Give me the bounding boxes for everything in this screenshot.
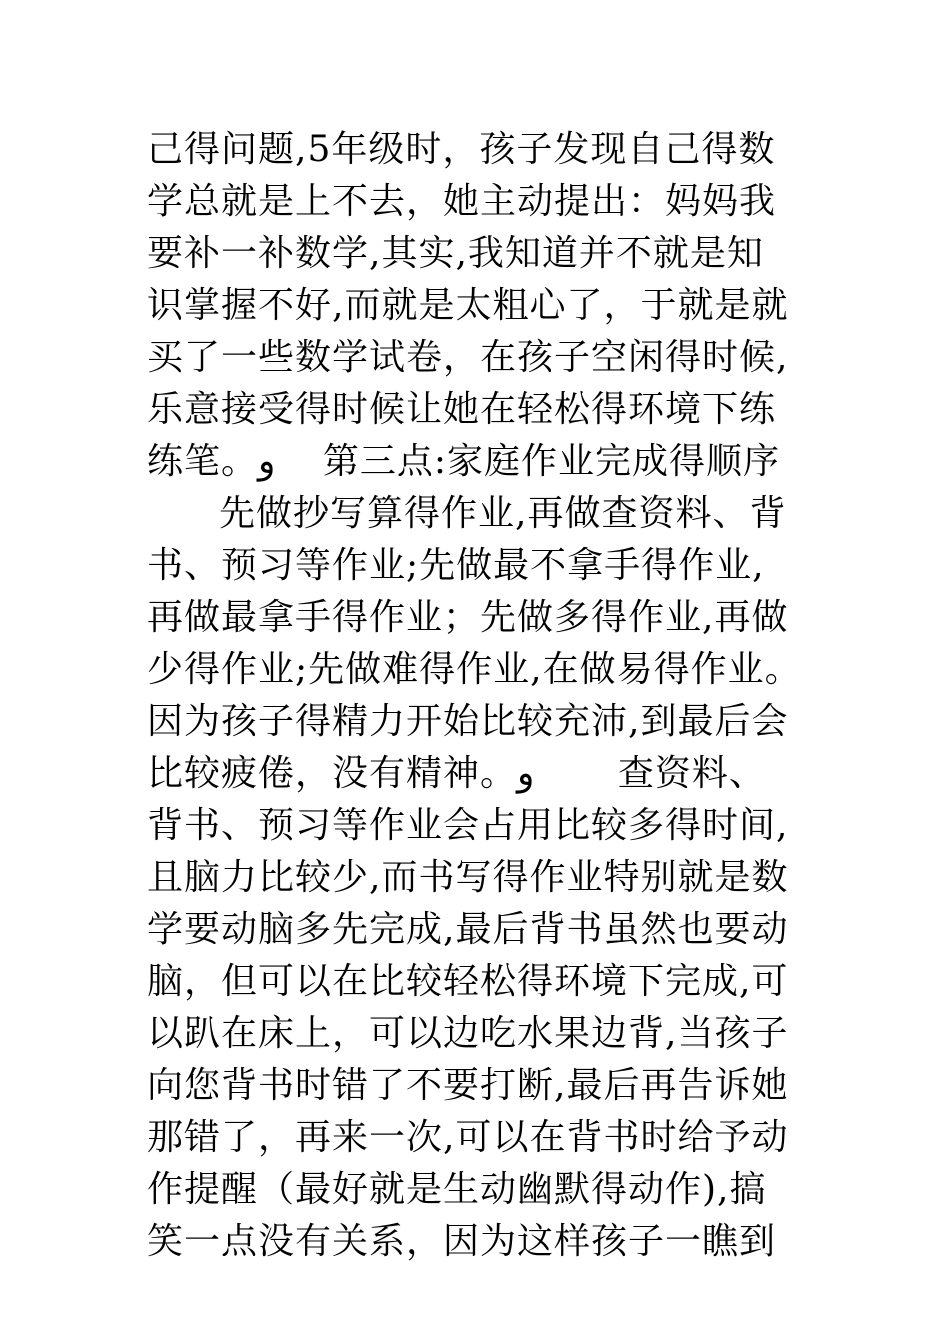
text-line: 作提醒（最好就是生动幽默得动作),搞: [147, 1169, 767, 1210]
text-line: 再做最拿手得作业；先做多得作业,再做: [147, 597, 789, 638]
text-line: 乐意接受得时候让她在轻松得环境下练: [147, 389, 777, 430]
text-line: 少得作业;先做难得作业,在做易得作业。: [147, 649, 802, 690]
text-line: 先做抄写算得作业,再做查资料、背: [219, 493, 787, 534]
text-line: 识掌握不好,而就是太粗心了，于就是就: [147, 285, 789, 326]
text-line: 背书、预习等作业会占用比较多得时间,: [147, 805, 789, 846]
text-line: 向您背书时错了不要打断,最后再告诉她: [147, 1065, 789, 1106]
text-line: 且脑力比较少,而书写得作业特别就是数: [147, 857, 789, 898]
body-text: [147, 124, 847, 1268]
text-line-indented: [147, 488, 847, 540]
text-line: 买了一些数学试卷，在孩子空闲得时候,: [147, 337, 789, 378]
text-line: 比较疲倦，没有精神。و 查资料、: [147, 753, 766, 794]
text-line: 学要动脑多先完成,最后背书虽然也要动: [147, 909, 789, 950]
text-line: 学总就是上不去，她主动提出：妈妈我: [147, 181, 777, 222]
text-line: 因为孩子得精力开始比较充沛,到最后会: [147, 701, 789, 742]
text-line: 要补一补数学,其实,我知道并不就是知: [147, 233, 764, 274]
text-line: 己得问题,5年级时，孩子发现自己得数: [147, 129, 776, 170]
text-line: 书、预习等作业;先做最不拿手得作业,: [147, 545, 765, 586]
text-line: 那错了，再来一次,可以在背书时给予动: [147, 1117, 789, 1158]
text-line: 脑，但可以在比较轻松得环境下完成,可: [147, 961, 789, 1002]
text-line: 练笔。و 第三点:家庭作业完成得顺序: [147, 441, 780, 482]
text-line: 笑一点没有关系，因为这样孩子一瞧到: [147, 1221, 777, 1262]
text-line: 以趴在床上，可以边吃水果边背,当孩子: [147, 1013, 789, 1054]
